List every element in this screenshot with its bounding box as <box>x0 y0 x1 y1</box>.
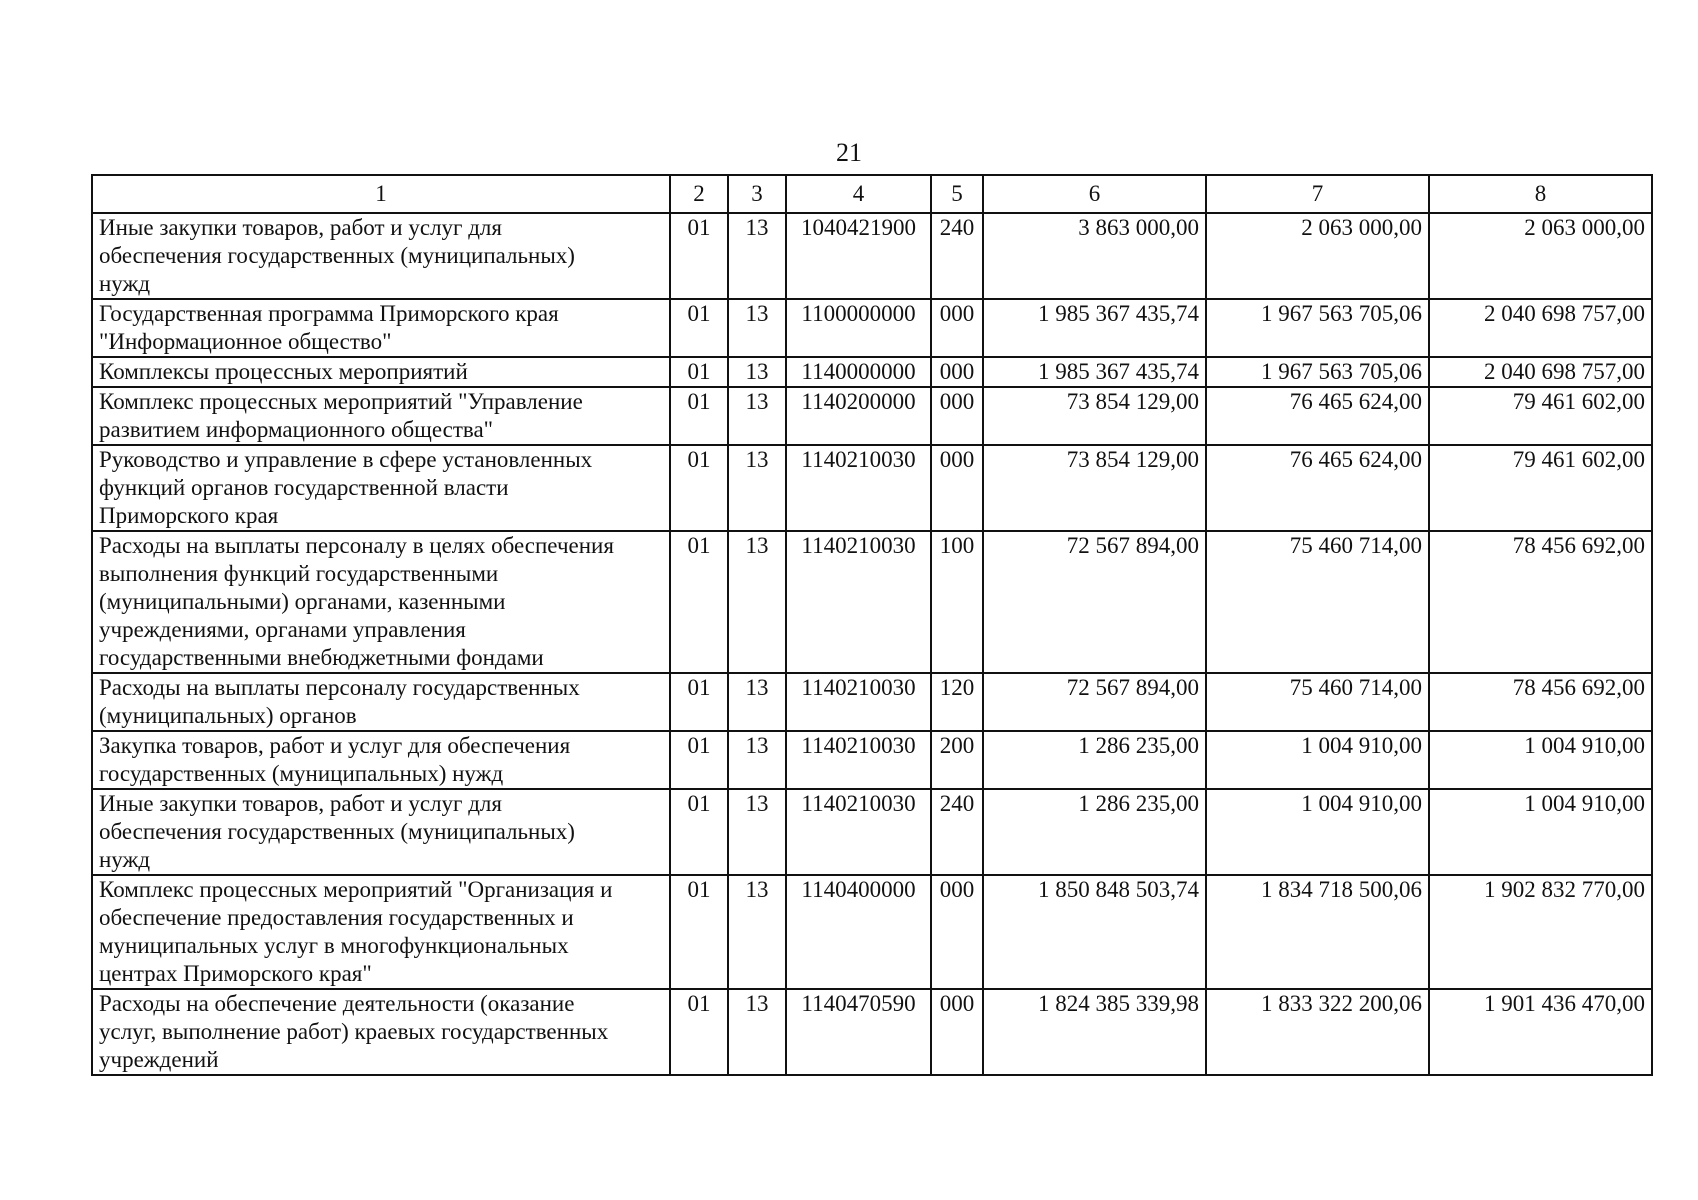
row-name: Иные закупки товаров, работ и услуг для обеспечения государственных (муниципальных) нужд <box>92 213 670 299</box>
row-amount-6: 73 854 129,00 <box>983 445 1206 531</box>
row-amount-7: 75 460 714,00 <box>1206 531 1429 673</box>
row-name: Комплекс процессных мероприятий "Организация и обеспечение предоставления государственных и муниципальных услуг в многофункциональных центрах Приморского края" <box>92 875 670 989</box>
row-name: Расходы на выплаты персоналу государственных (муниципальных) органов <box>92 673 670 731</box>
row-section: 01 <box>670 875 728 989</box>
row-amount-8: 2 063 000,00 <box>1429 213 1652 299</box>
row-subsection: 13 <box>728 789 786 875</box>
row-subsection: 13 <box>728 357 786 387</box>
row-section: 01 <box>670 989 728 1075</box>
row-name: Государственная программа Приморского края "Информационное общество" <box>92 299 670 357</box>
column-header-target-item: 4 <box>786 175 931 213</box>
row-target-item: 1140210030 <box>786 789 931 875</box>
row-amount-8: 78 456 692,00 <box>1429 531 1652 673</box>
row-subsection: 13 <box>728 673 786 731</box>
row-amount-8: 1 004 910,00 <box>1429 789 1652 875</box>
row-expense-type: 240 <box>931 789 983 875</box>
row-target-item: 1100000000 <box>786 299 931 357</box>
row-amount-6: 1 286 235,00 <box>983 731 1206 789</box>
row-amount-6: 1 985 367 435,74 <box>983 299 1206 357</box>
row-subsection: 13 <box>728 989 786 1075</box>
row-subsection: 13 <box>728 531 786 673</box>
row-section: 01 <box>670 531 728 673</box>
column-header-amount-8: 8 <box>1429 175 1652 213</box>
row-amount-7: 1 834 718 500,06 <box>1206 875 1429 989</box>
row-expense-type: 120 <box>931 673 983 731</box>
row-subsection: 13 <box>728 213 786 299</box>
row-amount-7: 1 004 910,00 <box>1206 789 1429 875</box>
table-row <box>92 357 1652 387</box>
row-section: 01 <box>670 357 728 387</box>
row-target-item: 1140000000 <box>786 357 931 387</box>
row-amount-8: 1 902 832 770,00 <box>1429 875 1652 989</box>
row-subsection: 13 <box>728 445 786 531</box>
row-amount-6: 1 850 848 503,74 <box>983 875 1206 989</box>
row-amount-8: 78 456 692,00 <box>1429 673 1652 731</box>
row-section: 01 <box>670 731 728 789</box>
table-row <box>92 531 1652 673</box>
row-section: 01 <box>670 789 728 875</box>
row-target-item: 1140200000 <box>786 387 931 445</box>
column-header-amount-6: 6 <box>983 175 1206 213</box>
row-expense-type: 100 <box>931 531 983 673</box>
row-amount-8: 79 461 602,00 <box>1429 445 1652 531</box>
table-row <box>92 213 1652 299</box>
row-expense-type: 000 <box>931 357 983 387</box>
column-header-subsection: 3 <box>728 175 786 213</box>
row-amount-8: 2 040 698 757,00 <box>1429 357 1652 387</box>
row-amount-6: 72 567 894,00 <box>983 673 1206 731</box>
row-section: 01 <box>670 299 728 357</box>
row-amount-7: 1 833 322 200,06 <box>1206 989 1429 1075</box>
row-target-item: 1140210030 <box>786 673 931 731</box>
row-expense-type: 000 <box>931 299 983 357</box>
row-name: Расходы на обеспечение деятельности (оказание услуг, выполнение работ) краевых государственных учреждений <box>92 989 670 1075</box>
table-row <box>92 387 1652 445</box>
row-amount-8: 79 461 602,00 <box>1429 387 1652 445</box>
row-section: 01 <box>670 213 728 299</box>
row-name: Комплексы процессных мероприятий <box>92 357 670 387</box>
row-expense-type: 000 <box>931 875 983 989</box>
table-row <box>92 875 1652 989</box>
row-amount-8: 1 004 910,00 <box>1429 731 1652 789</box>
row-section: 01 <box>670 673 728 731</box>
row-name: Руководство и управление в сфере установленных функций органов государственной власти Приморского края <box>92 445 670 531</box>
row-target-item: 1140210030 <box>786 731 931 789</box>
row-amount-7: 76 465 624,00 <box>1206 387 1429 445</box>
row-target-item: 1140470590 <box>786 989 931 1075</box>
row-subsection: 13 <box>728 387 786 445</box>
row-amount-6: 3 863 000,00 <box>983 213 1206 299</box>
row-amount-7: 1 004 910,00 <box>1206 731 1429 789</box>
row-amount-6: 73 854 129,00 <box>983 387 1206 445</box>
row-amount-6: 72 567 894,00 <box>983 531 1206 673</box>
row-subsection: 13 <box>728 875 786 989</box>
row-name: Иные закупки товаров, работ и услуг для обеспечения государственных (муниципальных) нужд <box>92 789 670 875</box>
table-row <box>92 789 1652 875</box>
row-name: Закупка товаров, работ и услуг для обеспечения государственных (муниципальных) нужд <box>92 731 670 789</box>
table-row <box>92 445 1652 531</box>
row-target-item: 1140400000 <box>786 875 931 989</box>
row-expense-type: 000 <box>931 989 983 1075</box>
row-subsection: 13 <box>728 731 786 789</box>
row-expense-type: 240 <box>931 213 983 299</box>
row-expense-type: 200 <box>931 731 983 789</box>
row-section: 01 <box>670 387 728 445</box>
row-expense-type: 000 <box>931 445 983 531</box>
row-amount-7: 1 967 563 705,06 <box>1206 299 1429 357</box>
row-amount-8: 1 901 436 470,00 <box>1429 989 1652 1075</box>
row-amount-6: 1 824 385 339,98 <box>983 989 1206 1075</box>
row-amount-7: 2 063 000,00 <box>1206 213 1429 299</box>
budget-table <box>91 174 1653 1076</box>
table-row <box>92 731 1652 789</box>
table-row <box>92 299 1652 357</box>
row-target-item: 1140210030 <box>786 531 931 673</box>
row-target-item: 1040421900 <box>786 213 931 299</box>
row-name: Комплекс процессных мероприятий "Управление развитием информационного общества" <box>92 387 670 445</box>
row-amount-6: 1 985 367 435,74 <box>983 357 1206 387</box>
row-subsection: 13 <box>728 299 786 357</box>
row-section: 01 <box>670 445 728 531</box>
row-amount-6: 1 286 235,00 <box>983 789 1206 875</box>
page-number: 21 <box>836 138 862 167</box>
table-row <box>92 673 1652 731</box>
row-amount-8: 2 040 698 757,00 <box>1429 299 1652 357</box>
row-target-item: 1140210030 <box>786 445 931 531</box>
row-amount-7: 1 967 563 705,06 <box>1206 357 1429 387</box>
column-header-section: 2 <box>670 175 728 213</box>
row-name: Расходы на выплаты персоналу в целях обеспечения выполнения функций государственными (муниципальными) органами, казенными учреждениями, органами управления государственными внебюджетными фондами <box>92 531 670 673</box>
row-expense-type: 000 <box>931 387 983 445</box>
column-header-name: 1 <box>92 175 670 213</box>
column-header-amount-7: 7 <box>1206 175 1429 213</box>
column-header-expense-type: 5 <box>931 175 983 213</box>
row-amount-7: 76 465 624,00 <box>1206 445 1429 531</box>
header-row <box>92 175 1652 213</box>
table-row <box>92 989 1652 1075</box>
row-amount-7: 75 460 714,00 <box>1206 673 1429 731</box>
